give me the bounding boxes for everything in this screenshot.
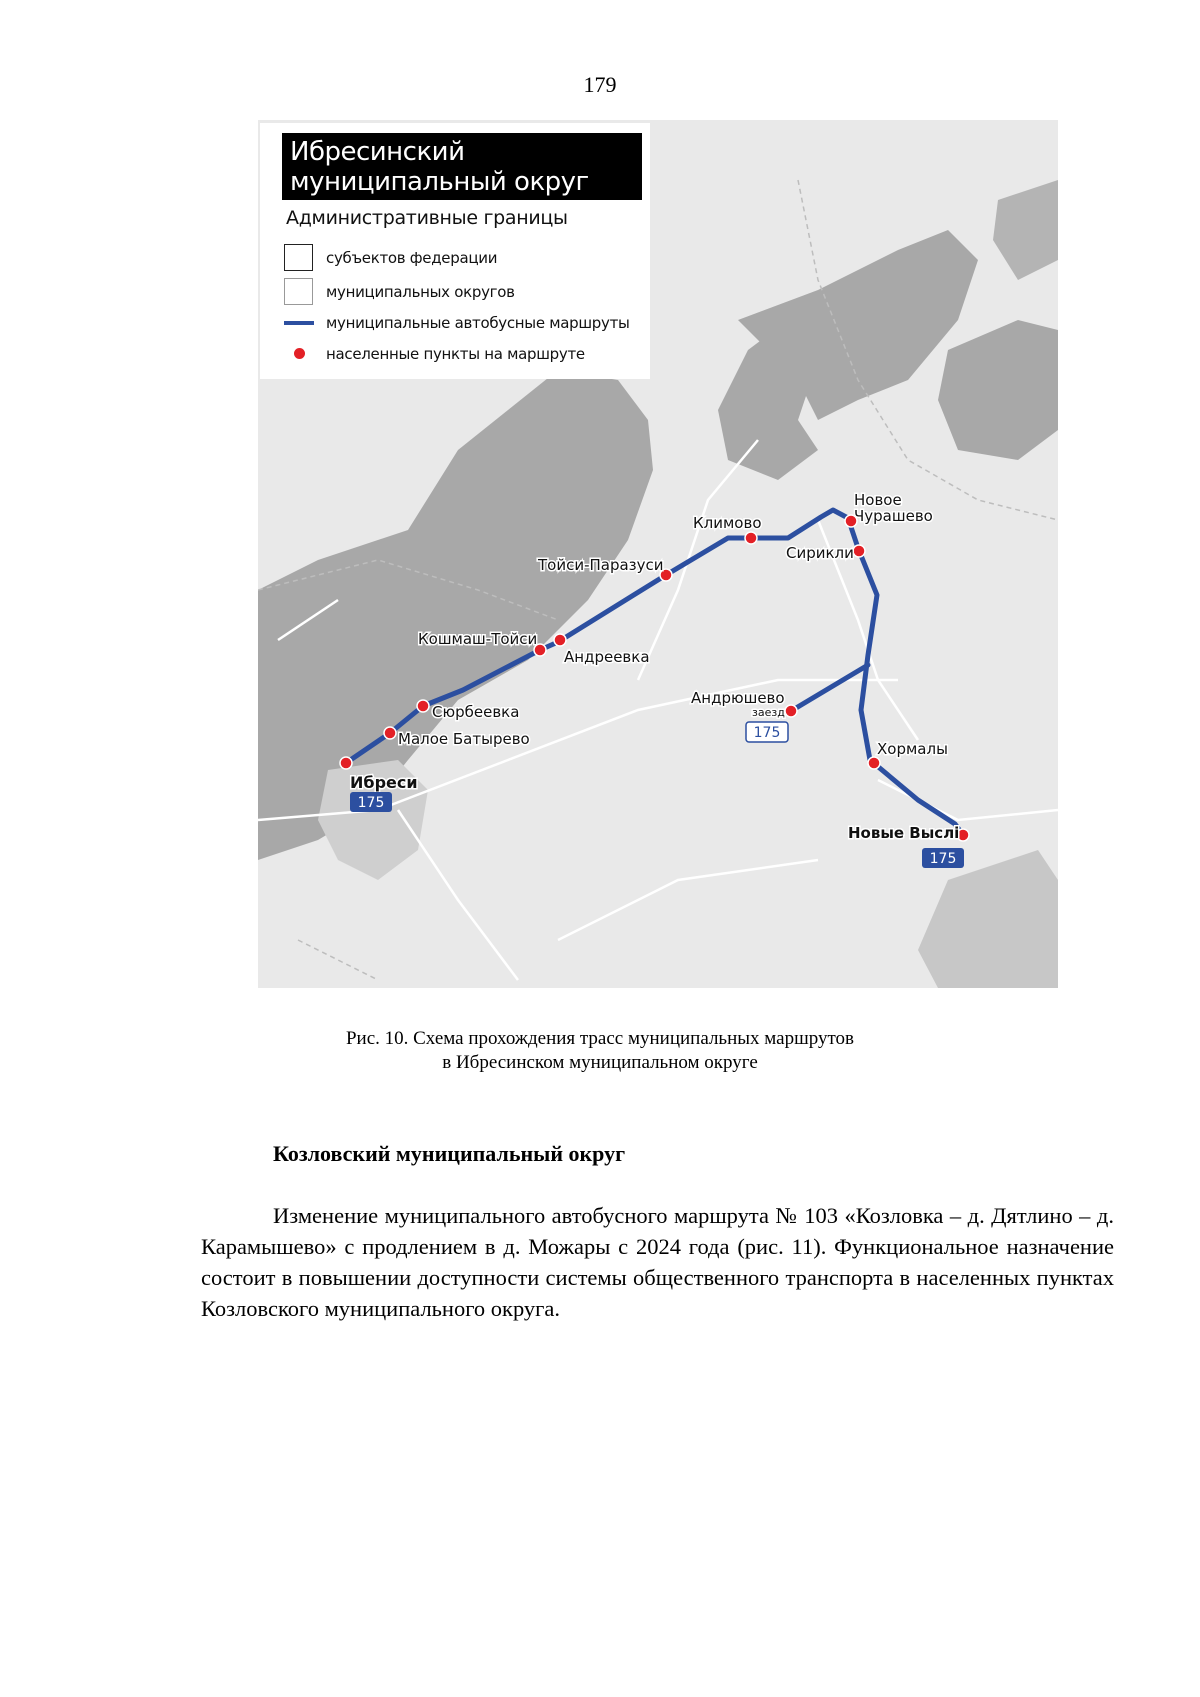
label-klimovo: Климово <box>693 514 762 532</box>
stop-sirikli-dot <box>853 545 865 557</box>
label-syurbeevka: Сюрбеевка <box>432 703 520 721</box>
stop-maloe-batyrevo-dot <box>384 727 396 739</box>
label-ibresi: Ибреси <box>350 773 418 792</box>
label-churashevo: Чурашево <box>854 507 933 525</box>
route-badge-novye-vysli-label: 175 <box>929 851 957 867</box>
body-paragraph: Изменение муниципального автобусного маршрута № 103 «Козловка – д. Дятлино – д. Карамышево» с продлением в д. Можары с 2024 года (рис. 11). Функциональное назначение состоит в повышении доступности системы общественного транспорта в населенных пунктах Козловского муниципального округа. <box>201 1203 1114 1321</box>
federal-boundary-icon <box>284 244 313 271</box>
legend-subtitle: Административные границы <box>286 207 568 229</box>
label-toisi-parazusi: Тойси-Паразуси <box>538 556 664 574</box>
caption-line2: в Ибресинском муниципальном округе <box>442 1052 758 1073</box>
label-maloe-batyrevo: Малое Батырево <box>398 730 530 748</box>
legend-item-label: муниципальные автобусные маршруты <box>326 314 630 332</box>
stop-andreevka-dot <box>554 634 566 646</box>
stop-hormaly-dot <box>868 757 880 769</box>
label-zaezd: заезд <box>752 706 785 719</box>
label-andryushevo: Андрюшево <box>691 689 785 707</box>
legend-item-federal-boundary <box>284 244 644 272</box>
legend-title-line2: муниципальный округ <box>290 167 589 197</box>
legend-item-bus-routes <box>284 309 644 337</box>
stop-syurbeevka-dot <box>417 700 429 712</box>
legend-title <box>282 133 642 200</box>
label-andreevka: Андреевка <box>564 648 650 666</box>
legend-item-municipal-boundary <box>284 278 644 306</box>
legend-item-stops <box>284 340 644 368</box>
blue-line-icon <box>284 321 314 325</box>
label-koshmash-toisi: Кошмаш-Тойси <box>418 630 538 648</box>
section-heading: Козловский муниципальный округ <box>273 1141 626 1166</box>
label-hormaly: Хормалы <box>877 740 948 758</box>
label-sirikli: Сирикли <box>786 544 854 562</box>
route-badge-ibresi-label: 175 <box>357 795 385 811</box>
legend-item-label: муниципальных округов <box>326 283 515 301</box>
route-badge-andryushevo-label: 175 <box>753 725 781 741</box>
legend-item-label: населенные пункты на маршруте <box>326 345 585 363</box>
figure-caption <box>0 1027 1200 1075</box>
label-novoe: Новое <box>854 491 902 509</box>
legend-item-label: субъектов федерации <box>326 249 498 267</box>
caption-line1: Рис. 10. Схема прохождения трасс муниципальных маршрутов <box>345 1028 855 1049</box>
route-badge-ibresi <box>350 792 392 812</box>
map-legend <box>260 123 650 379</box>
route-badge-novye-vysli <box>922 848 964 868</box>
stop-ibresi-dot <box>340 757 352 769</box>
label-novye-vysli: Новые Выслі <box>848 824 960 842</box>
route-badge-andryushevo <box>746 722 788 742</box>
page-number: 179 <box>583 72 617 97</box>
legend-title-line1: Ибресинский <box>290 137 465 167</box>
route-map <box>258 120 1058 988</box>
red-dot-icon <box>294 348 305 359</box>
stop-klimovo-dot <box>745 532 757 544</box>
stop-andryushevo-dot <box>785 705 797 717</box>
municipal-boundary-icon <box>284 278 313 305</box>
